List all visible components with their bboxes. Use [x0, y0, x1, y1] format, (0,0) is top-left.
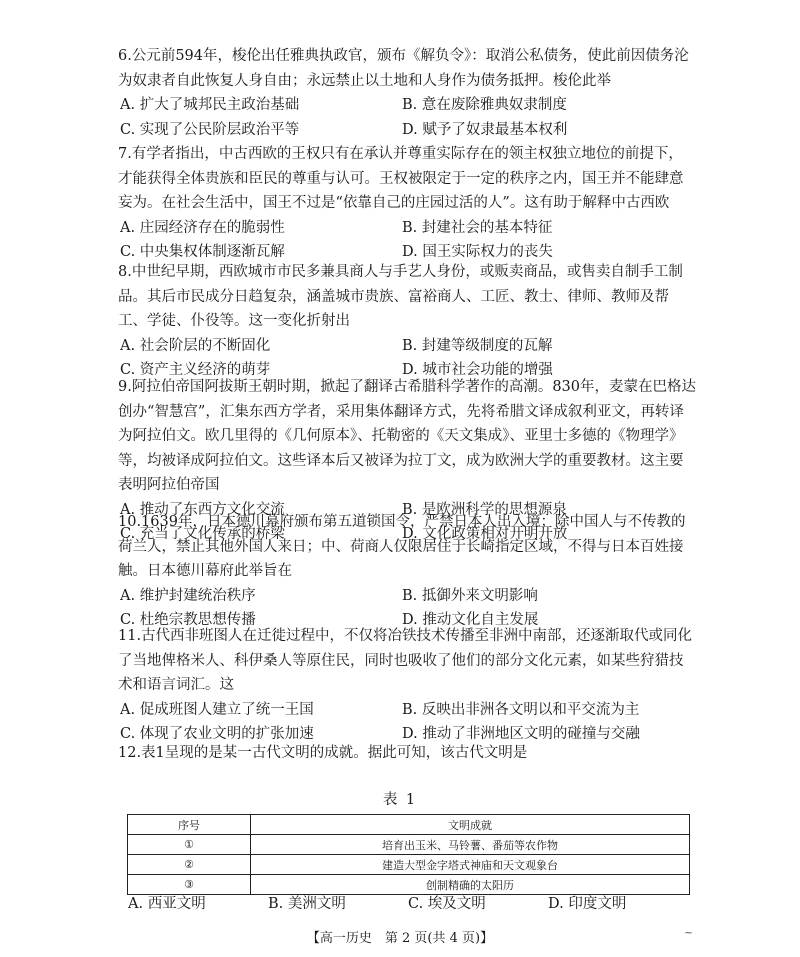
option-a: A. 扩大了城邦民主政治基础	[120, 97, 300, 113]
question-12	[118, 741, 696, 766]
question-stem: 6.公元前594年，梭伦出任雅典执政官，颁布《解负令》：取消公私债务，使此前因债务沦为奴隶者自此恢复人身自由；永远禁止以土地和人身作为债务抵押。梭伦此举	[118, 48, 689, 89]
option-c: C. 资产主义经济的萌芽	[120, 362, 271, 378]
option-b: B. 是欧洲科学的思想源泉	[402, 501, 567, 518]
option-d: D. 推动文化自主发展	[402, 612, 539, 628]
question-stem: 11.古代西非班图人在迁徙过程中，不仅将冶铁技术传播至非洲中南部，还逐渐取代或同化了当地俾格米人、科伊桑人等原住民，同时也吸收了他们的部分文化元素，如某些狩猎技术和语言词汇。这	[118, 628, 693, 693]
option-a: A. 促成班图人建立了统一王国	[120, 701, 314, 718]
option-b: B. 意在废除雅典奴隶制度	[402, 97, 567, 113]
option-a: A. 维护封建统治秩序	[120, 587, 256, 604]
question-6	[118, 44, 696, 142]
row-achievement: 建造大型金字塔式神庙和天文观象台	[251, 855, 690, 875]
option-d: D. 国王实际权力的丧失	[402, 244, 553, 260]
column-header-achievement: 文明成就	[251, 815, 690, 835]
option-b: B. 抵御外来文明影响	[402, 587, 538, 604]
option-b: B. 封建等级制度的瓦解	[402, 337, 553, 354]
row-achievement: 培育出玉米、马铃薯、番茄等农作物	[251, 835, 690, 855]
table-row	[128, 835, 690, 855]
option-a: A. 西亚文明	[128, 896, 206, 912]
question-stem: 9.阿拉伯帝国阿拔斯王朝时期，掀起了翻译古希腊科学著作的高潮。830年，麦蒙在巴格达创办“智慧宫”，汇集东西方学者，采用集体翻译方式，先将希腊文译成叙利亚文，再转译为阿拉伯文。欧几里得的《几何原本》、托勒密的《天文集成》、亚里士多德的《物理学》等，均被译成阿拉伯文。这些译本后又被译为拉丁文，成为欧洲大学的重要教材。这主要表明阿拉伯帝国	[118, 379, 697, 493]
table-row	[128, 855, 690, 875]
question-stem: 12.表1呈现的是某一古代文明的成就。据此可知，该古代文明是	[118, 745, 528, 761]
option-d: D. 推动了非洲地区文明的碰撞与交融	[402, 726, 640, 742]
option-d: D. 城市社会功能的增强	[402, 362, 553, 378]
column-header-index: 序号	[128, 815, 251, 835]
option-a: A. 社会阶层的不断固化	[120, 337, 271, 354]
option-c: C. 体现了农业文明的扩张加速	[120, 726, 314, 742]
option-b: B. 封建社会的基本特征	[402, 219, 553, 236]
option-b: B. 反映出非洲各文明以和平交流为主	[402, 701, 640, 718]
options	[120, 216, 696, 265]
table-header-row	[128, 815, 690, 835]
table-caption: 表 1	[382, 792, 418, 808]
options	[120, 93, 696, 142]
question-12-options	[128, 892, 688, 913]
question-11	[118, 624, 696, 747]
question-10	[118, 510, 696, 633]
option-d: D. 赋予了奴隶最基本权利	[402, 121, 568, 138]
page-footer: 【高一历史 第 2 页(共 4 页)】	[306, 931, 494, 946]
option-d: D. 文化政策相对开明开放	[402, 526, 568, 542]
option-c: C. 杜绝宗教思想传播	[120, 612, 256, 628]
option-c: C. 实现了公民阶层政治平等	[120, 121, 300, 138]
option-b: B. 美洲文明	[268, 896, 346, 912]
option-c: C. 充当了文化传承的桥梁	[120, 526, 285, 542]
row-index: ②	[128, 855, 251, 875]
question-7	[118, 142, 696, 265]
corner-mark: ~	[684, 926, 694, 939]
option-a: A. 庄园经济存在的脆弱性	[120, 219, 285, 236]
question-8	[118, 260, 696, 383]
option-a: A. 推动了东西方文化交流	[120, 501, 285, 518]
row-index: ①	[128, 835, 251, 855]
achievements-table	[127, 814, 690, 895]
option-c: C. 中央集权体制逐渐瓦解	[120, 244, 285, 260]
option-d: D. 印度文明	[548, 896, 627, 912]
question-stem: 10.1639年，日本德川幕府颁布第五道锁国令，严禁日本人出入境；除中国人与不传教的荷兰人，禁止其他外国人来日；中、荷商人仅限居住于长崎指定区域，不得与日本百姓接触。日本德川幕府此举旨在	[118, 514, 686, 579]
option-c: C. 埃及文明	[408, 896, 486, 912]
options	[120, 698, 696, 747]
row-achievement: 创制精确的太阳历	[251, 875, 690, 895]
question-stem: 8.中世纪早期，西欧城市市民多兼具商人与手艺人身份，或贩卖商品，或售卖自制手工制品。其后市民成分日趋复杂，涵盖城市贵族、富裕商人、工匠、教士、律师、教师及帮工、学徒、仆役等。这一变化折射出	[118, 264, 683, 329]
question-stem: 7.有学者指出，中古西欧的王权只有在承认并尊重实际存在的领主权独立地位的前提下，才能获得全体贵族和臣民的尊重与认可。王权被限定于一定的秩序之内，国王并不能肆意妄为。在社会生活中，国王不过是“依靠自己的庄园过活的人”。这有助于解释中古西欧	[118, 146, 684, 211]
row-index: ③	[128, 875, 251, 895]
